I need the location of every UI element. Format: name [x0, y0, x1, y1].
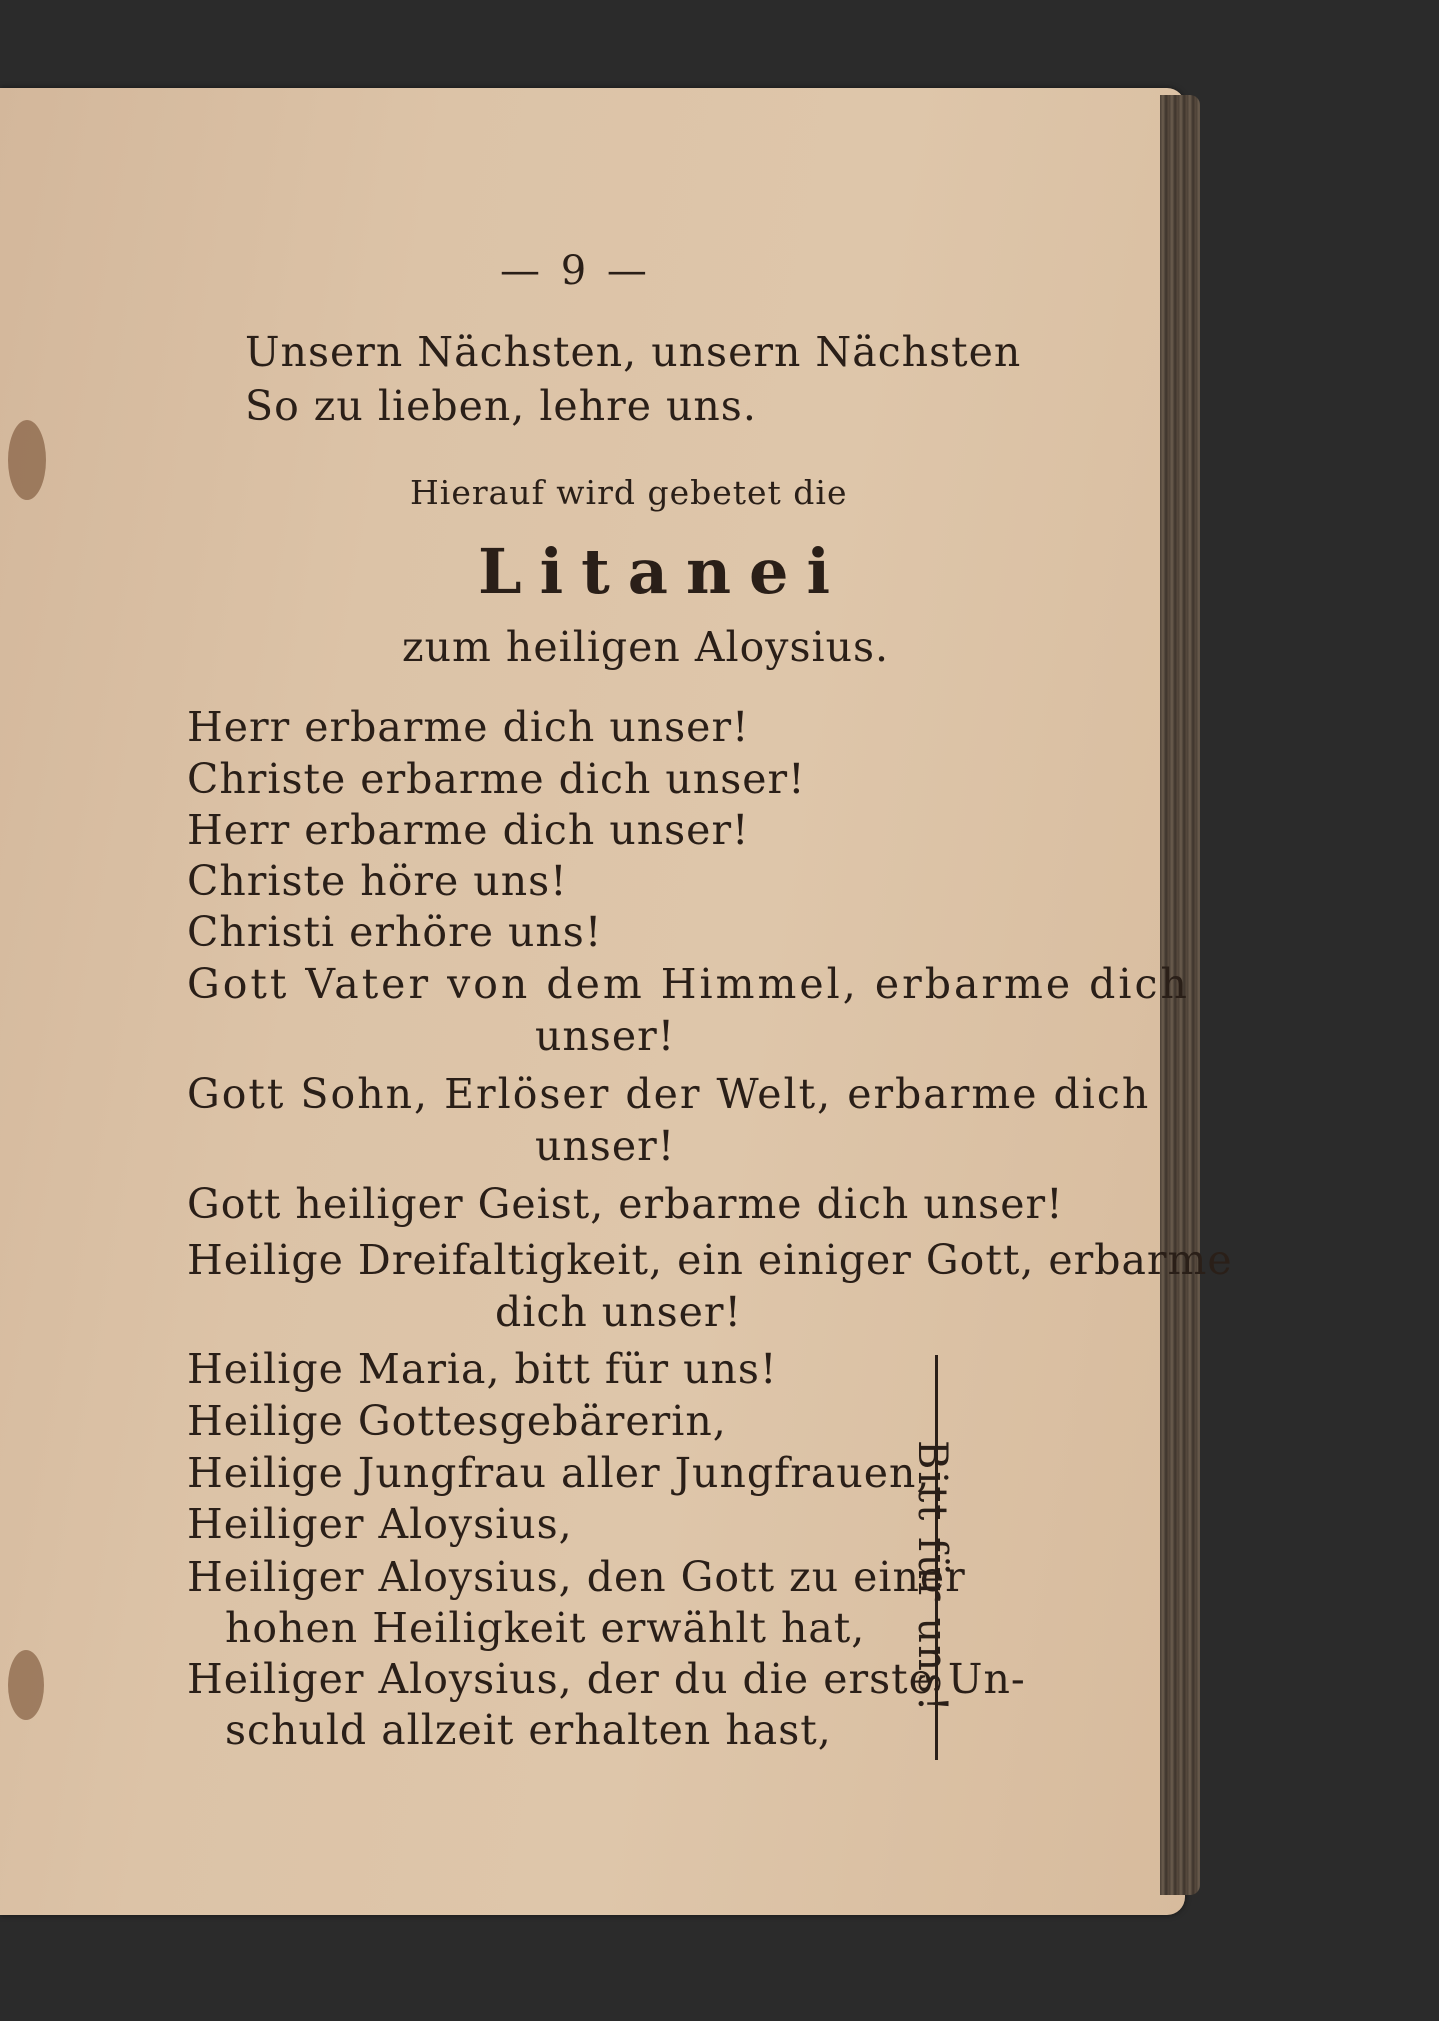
text-line: Heiliger Aloysius, der du die erste Un- [187, 1655, 1026, 1703]
text-line: Heilige Dreifaltigkeit, ein einiger Gott, erbarme [187, 1236, 1233, 1284]
text-line: unser! [535, 1122, 676, 1170]
text-line: Heilige Jungfrau aller Jungfrauen, [187, 1449, 931, 1497]
text-line: Unsern Nächsten, unsern Nächsten [245, 328, 1022, 376]
text-line: dich unser! [495, 1288, 742, 1336]
intro-line: Hierauf wird gebetet die [410, 473, 848, 512]
text-line: Herr erbarme dich unser! [187, 703, 750, 751]
text-line: schuld allzeit erhalten hast, [225, 1706, 832, 1754]
text-line: Heiliger Aloysius, [187, 1500, 573, 1548]
text-line: Heiliger Aloysius, den Gott zu einer [187, 1553, 966, 1601]
text-line: So zu lieben, lehre uns. [245, 382, 757, 430]
text-line: Christi erhöre uns! [187, 908, 603, 956]
litany-title: Litanei [478, 535, 849, 608]
text-line: Christe erbarme dich unser! [187, 755, 806, 803]
text-line: Herr erbarme dich unser! [187, 806, 750, 854]
text-line: Gott Sohn, Erlöser der Welt, erbarme dich [187, 1070, 1151, 1118]
stain-bottom-left [8, 1650, 44, 1720]
text-line: Heilige Gottesgebärerin, [187, 1397, 727, 1445]
text-line: hohen Heiligkeit erwählt hat, [225, 1604, 866, 1652]
text-line: Heilige Maria, bitt für uns! [187, 1345, 778, 1393]
page-number: — 9 — [500, 248, 651, 294]
text-line: Gott heiliger Geist, erbarme dich unser! [187, 1180, 1064, 1228]
text-line: Christe höre uns! [187, 857, 568, 905]
stain-top-left [8, 420, 46, 500]
litany-subtitle: zum heiligen Aloysius. [402, 623, 890, 671]
text-line: Gott Vater von dem Himmel, erbarme dich [187, 960, 1190, 1008]
text-line: unser! [535, 1012, 676, 1060]
side-response: Bitt für uns! [909, 1440, 955, 1714]
